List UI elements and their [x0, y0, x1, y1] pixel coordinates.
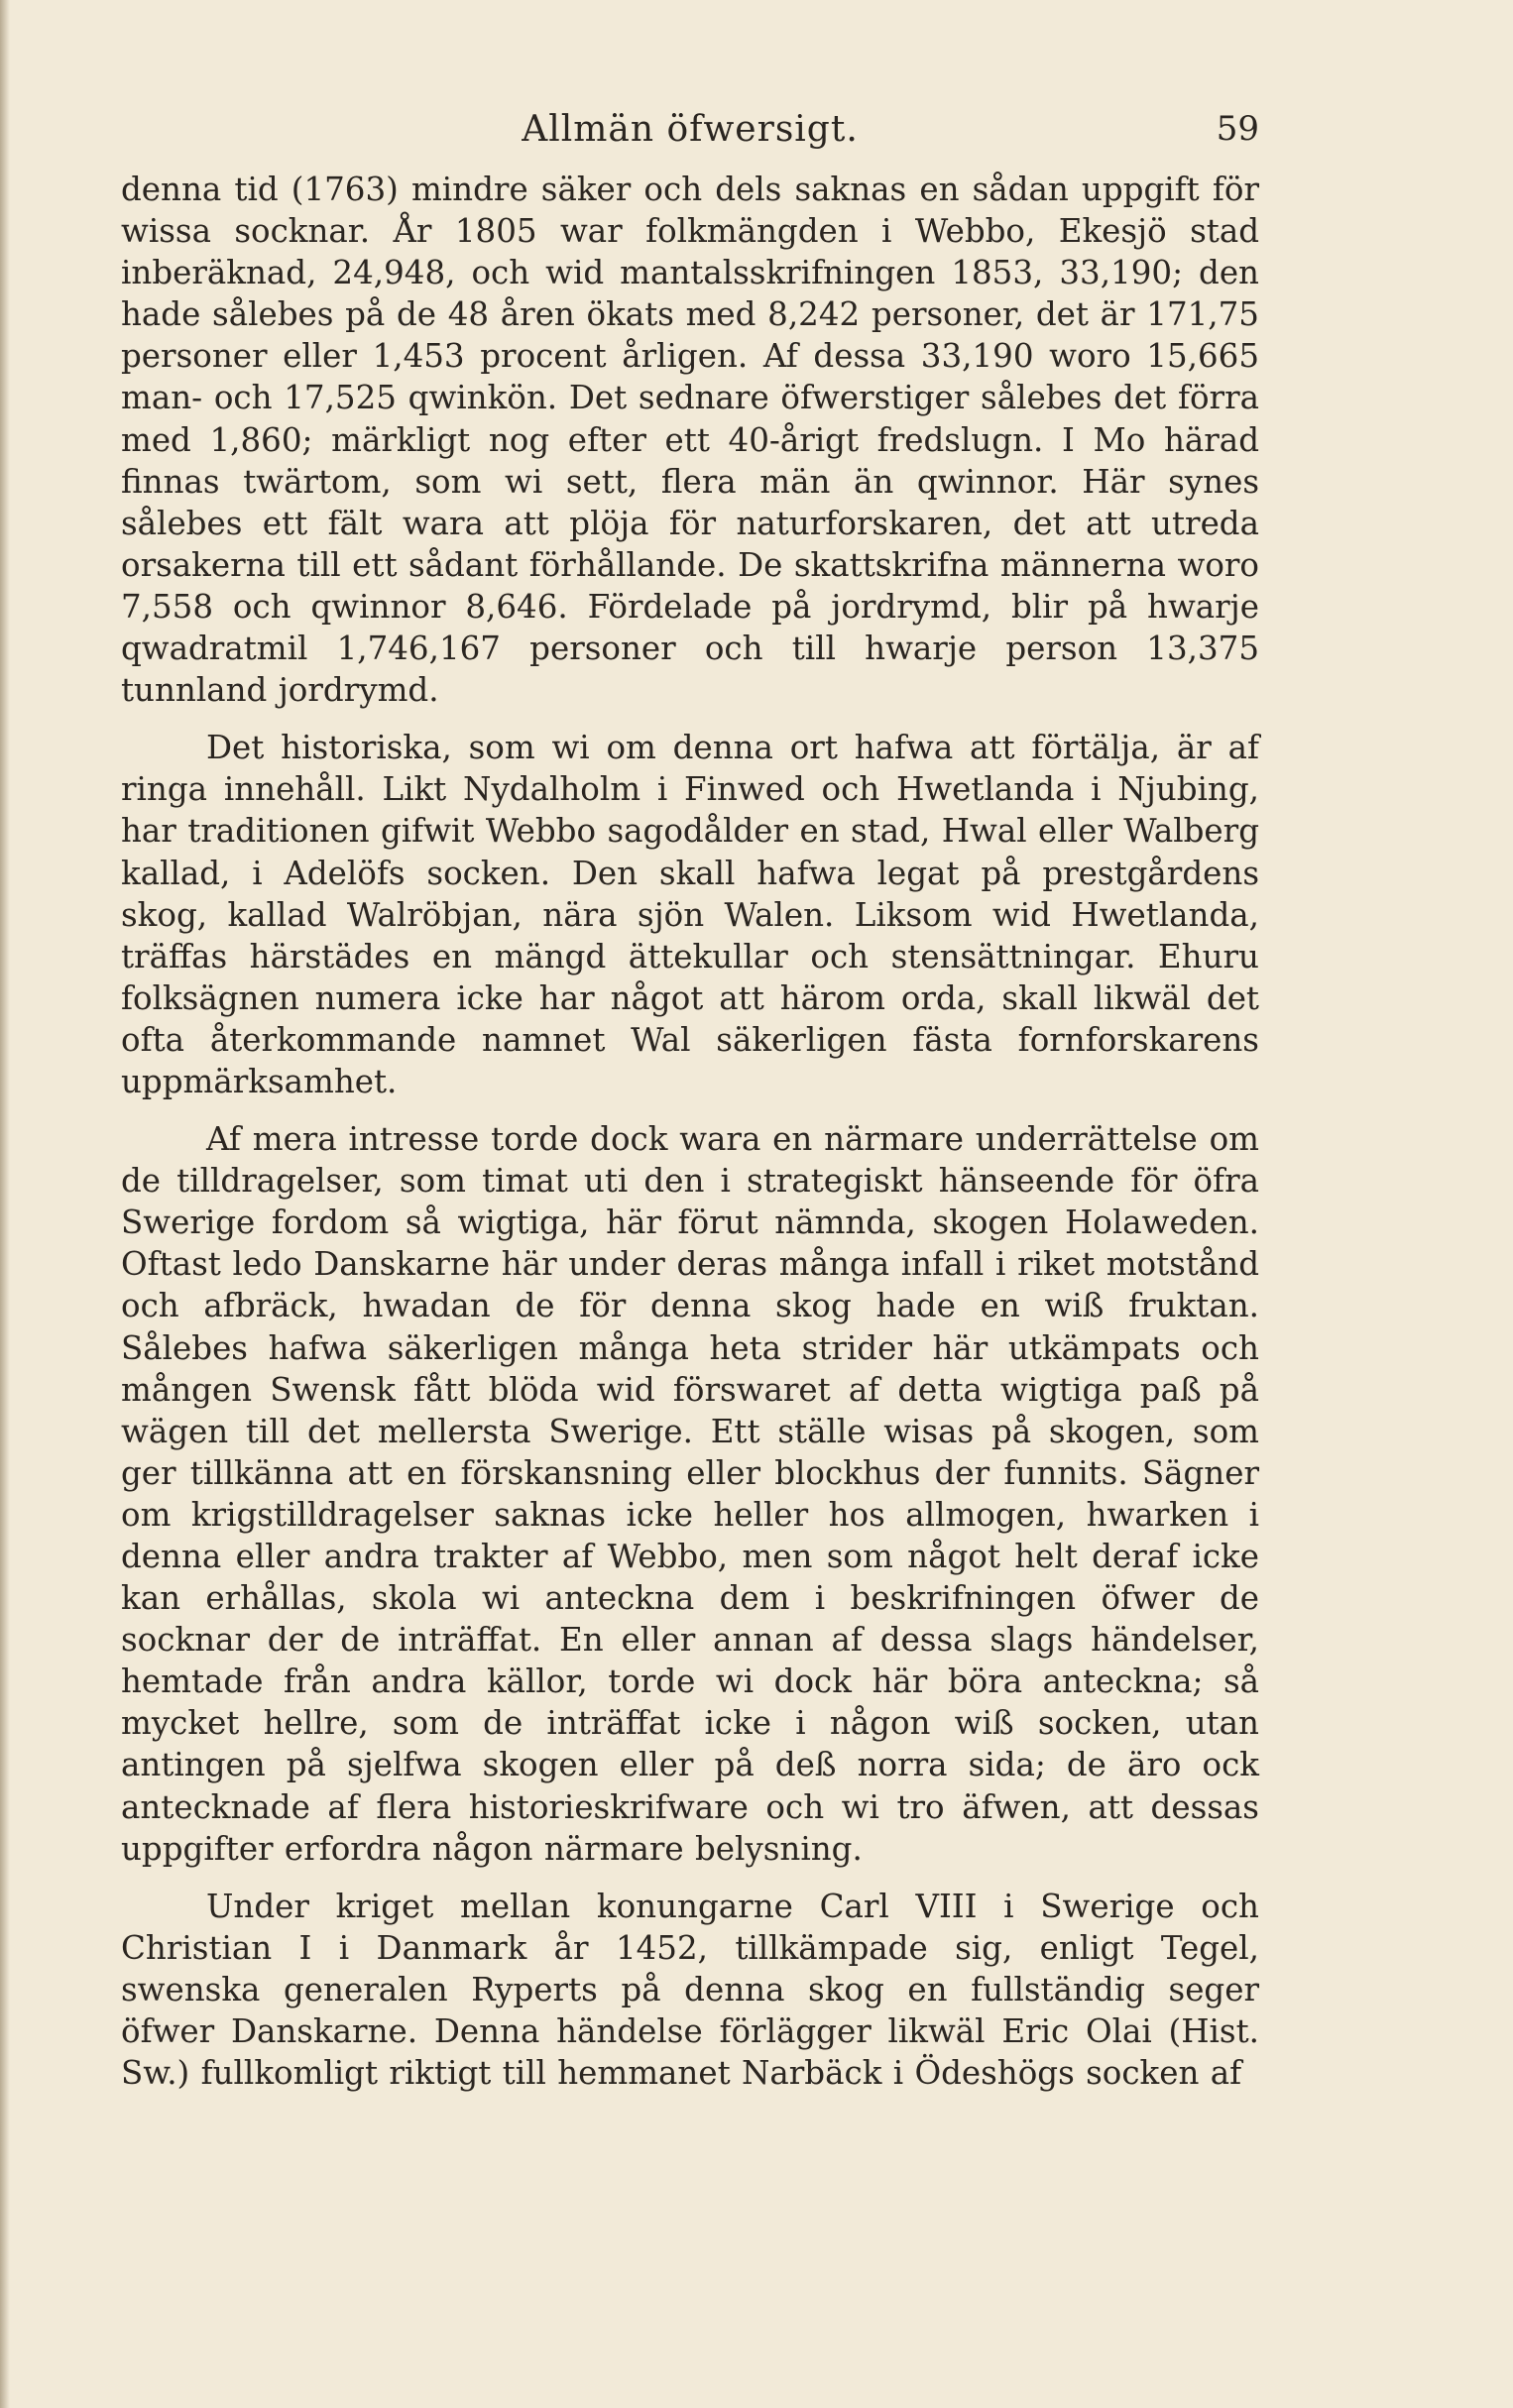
paragraph-history: Det historiska, som wi om denna ort hafwa att förtälja, är af ringa innehåll. Likt Nydalholm i Finwed och Hwetlanda i Njubing, har traditionen gifwit Webbo sagodålder en stad, Hwal eller Walberg kallad, i Adelöfs socken. Den skall hafwa legat på prestgårdens skog, kallad Walröbjan, nära sjön Walen. Liksom wid Hwetlanda, träffas härstädes en mängd ättekullar och stensättningar. Ehuru folksägnen numera icke har något att härom orda, skall likwäl det ofta återkommande namnet Wal säkerligen fästa fornforskarens uppmärksamhet. — [121, 729, 1259, 1100]
paragraph-war-1452: Under kriget mellan konungarne Carl VIII i Swerige och Christian I i Danmark år 1452, tillkämpade sig, enligt Tegel, swenska generalen Ryperts på denna skog en fullständig seger öfwer Danskarne. Denna händelse förlägger likwäl Eric Olai (Hist. Sw.) fullkomligt riktigt till hemmanet Narbäck i Ödeshögs socken af — [121, 1887, 1259, 2093]
paragraph-holaweden: Af mera intresse torde dock wara en närmare underrättelse om de tilldragelser, som timat uti den i strategiskt hänseende för öfra Swerige fordom så wigtiga, här förut nämnda, skogen Holaweden. Oftast ledo Danskarne här under deras många infall i riket motstånd och afbräck, hwadan de för denna skog hade en wiß fruktan. Sålebes hafwa säkerligen många heta strider här utkämpats och mången Swensk fått blöda wid förswaret af detta wigtiga paß på wägen till det mellersta Swerige. Ett ställe wisas på skogen, som ger tillkänna att en förskansning eller blockhus der funnits. Sägner om krigstilldragelser saknas icke heller hos allmogen, hwarken i denna eller andra trakter af Webbo, men som något helt deraf icke kan erhållas, skola wi anteckna dem i beskrifningen öfwer de socknar der de inträffat. En eller annan af dessa slags händelser, hemtade från andra källor, torde wi dock här böra anteckna; så mycket hellre, som de inträffat icke i någon wiß socken, utan antingen på sjelfwa skogen eller på deß norra sida; de äro ock antecknade af flera historieskrifware och wi tro äfwen, att dessas uppgifter erfordra någon närmare belysning. — [121, 1120, 1259, 1868]
body-text — [121, 169, 1259, 2094]
book-page — [121, 109, 1259, 2110]
paragraph-population: denna tid (1763) mindre säker och dels saknas en sådan uppgift för wissa socknar. År 1805 war folkmängden i Webbo, Ekesjö stad inberäknad, 24,948, och wid mantalsskrifningen 1853, 33,190; den hade sålebes på de 48 åren ökats med 8,242 personer, det är 171,75 personer eller 1,453 procent årligen. Af dessa 33,190 woro 15,665 man- och 17,525 qwinkön. Det sednare öfwerstiger sålebes det förra med 1,860; märkligt nog efter ett 40-årigt fredslugn. I Mo härad finnas twärtom, som wi sett, flera män än qwinnor. Här synes sålebes ett fält wara att plöja för naturforskaren, det att utreda orsakerna till ett sådant förhållande. De skattskrifna männerna woro 7,558 och qwinnor 8,646. Fördelade på jordrymd, blir på hwarje qwadratmil 1,746,167 personer och till hwarje person 13,375 tunnland jordrymd. — [121, 171, 1259, 710]
page-edge-shadow — [0, 0, 10, 2408]
running-title: Allmän öfwersigt. — [522, 109, 859, 150]
page-number: 59 — [1216, 109, 1259, 149]
page-header — [121, 109, 1259, 169]
